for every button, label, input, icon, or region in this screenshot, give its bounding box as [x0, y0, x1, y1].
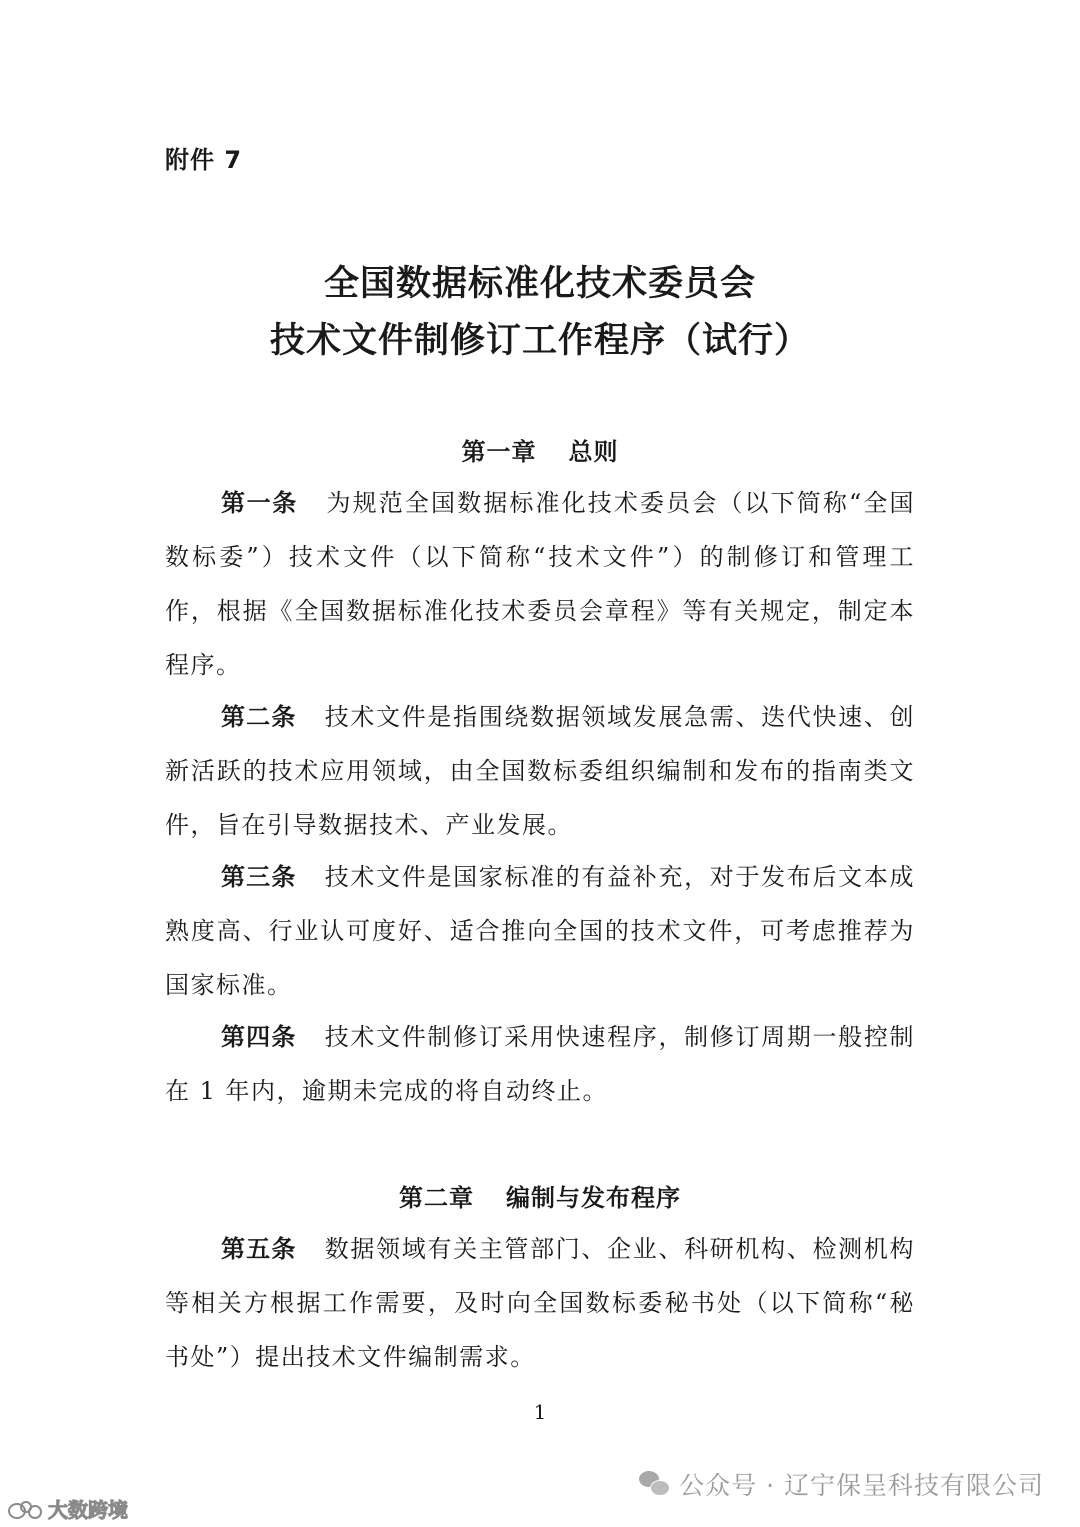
page-number: 1: [533, 1400, 547, 1424]
attachment-label: 附件 7: [165, 146, 243, 174]
wechat-icon: [639, 1471, 669, 1497]
document-title-line1: 全国数据标准化技术委员会: [323, 264, 756, 304]
chapter-number: 第二章: [399, 1184, 474, 1212]
article-label: 第四条: [221, 1023, 297, 1051]
article-text: 数据领域有关主管部门、企业、科研机构、检测机构等相关方根据工作需要，及时向全国数标委秘书处（以下简称“秘书处”）提出技术文件编制需求。: [165, 1235, 916, 1371]
watermark-text: 大数跨境: [48, 1498, 128, 1522]
chapter-heading-2: [0, 1178, 1080, 1213]
chapter-name: 编制与发布程序: [506, 1184, 681, 1212]
article-1: [165, 476, 915, 692]
watermark-text: 公众号 · 辽宁保呈科技有限公司: [679, 1471, 1044, 1500]
chapter-number: 第一章: [461, 438, 537, 466]
article-5: [165, 1222, 915, 1384]
article-label: 第一条: [221, 489, 298, 517]
article-3: [165, 850, 915, 1012]
article-text: 为规范全国数据标准化技术委员会（以下简称“全国数标委”）技术文件（以下简称“技术文件”）的制修订和管理工作，根据《全国数据标准化技术委员会章程》等有关规定，制定本程序。: [165, 489, 915, 679]
weibo-watermark: [8, 1494, 128, 1523]
article-text: 技术文件是国家标准的有益补充，对于发布后文本成熟度高、行业认可度好、适合推向全国的技术文件，可考虑推荐为国家标准。: [165, 863, 916, 999]
article-label: 第五条: [221, 1235, 297, 1263]
article-2: [165, 690, 915, 852]
chapter-heading-1: [0, 432, 1080, 467]
document-title-line2: 技术文件制修订工作程序（试行）: [269, 321, 810, 361]
weibo-icon: [8, 1499, 44, 1519]
article-label: 第二条: [221, 703, 297, 731]
article-text: 技术文件制修订采用快速程序，制修订周期一般控制在 1 年内，逾期未完成的将自动终止。: [165, 1023, 916, 1105]
chapter-name: 总则: [568, 438, 619, 466]
article-label: 第三条: [221, 863, 297, 891]
wechat-watermark: [639, 1466, 1044, 1502]
article-text: 技术文件是指围绕数据领域发展急需、迭代快速、创新活跃的技术应用领域，由全国数标委组织编制和发布的指南类文件，旨在引导数据技术、产业发展。: [165, 703, 916, 839]
article-4: [165, 1010, 915, 1118]
